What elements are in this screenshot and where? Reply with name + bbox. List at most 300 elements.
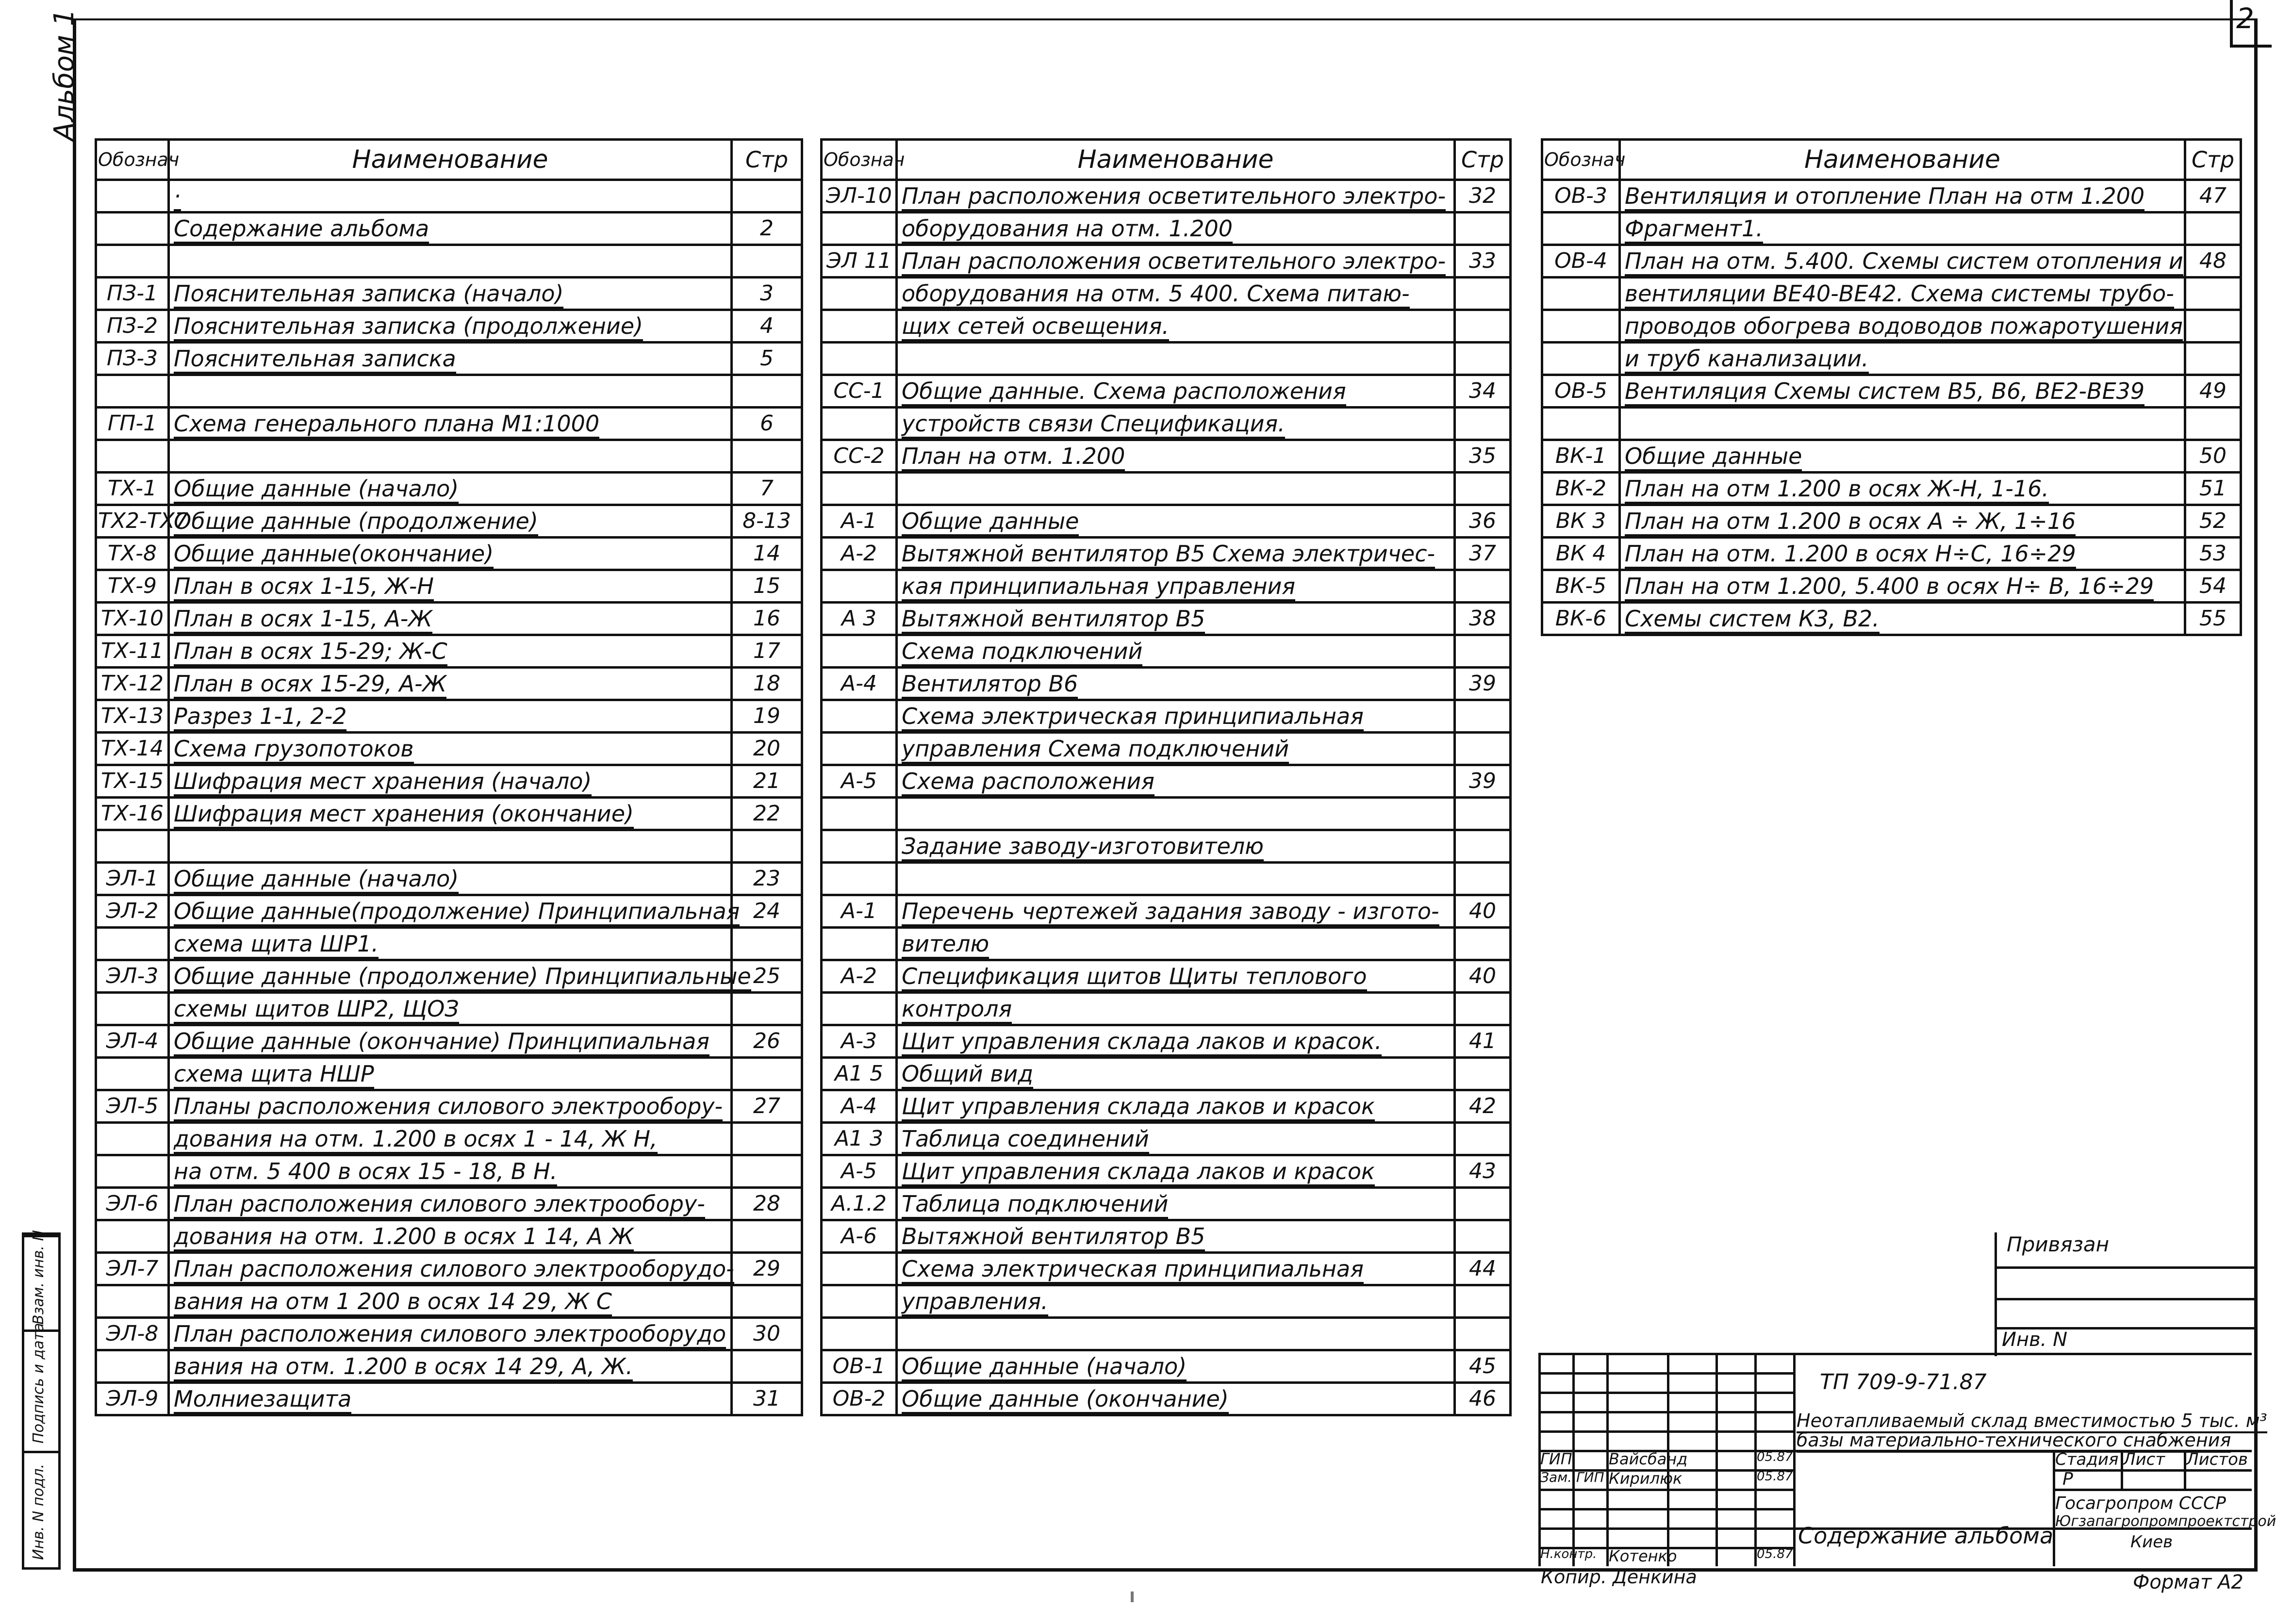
table-row [822, 1058, 1511, 1090]
row-name-text: Общие данные [1625, 443, 1802, 471]
row-code: ОВ-5 [1542, 375, 1620, 408]
table-row [822, 928, 1511, 960]
row-name-text: схема щита НШР [174, 1061, 374, 1089]
table-row [96, 798, 802, 830]
row-name-text: вентиляции ВЕ40-ВЕ42. Схема системы трубо- [1625, 280, 2174, 309]
row-page [732, 993, 802, 1025]
row-name-text: Перечень чертежей задания заводу - изгото- [902, 898, 1439, 926]
table-row [822, 1383, 1511, 1415]
row-page [1455, 278, 1511, 310]
row-page: 27 [732, 1090, 802, 1123]
row-name [897, 375, 1455, 408]
row-name [897, 310, 1455, 343]
row-code: А-2 [822, 960, 897, 993]
row-name-text: управления Схема подключений [902, 736, 1289, 764]
row-page [1455, 343, 1511, 375]
row-page [732, 1220, 802, 1253]
row-name [169, 798, 732, 830]
row-name-text: Общие данные (начало) [902, 1353, 1187, 1381]
row-page: 15 [732, 570, 802, 603]
row-name-text: Пояснительная записка (продолжение) [174, 313, 643, 341]
table-row [96, 1220, 802, 1253]
table-row [96, 213, 802, 245]
row-name-text: Щит управления склада лаков и красок. [902, 1028, 1382, 1056]
row-page [732, 928, 802, 960]
row-code: ТХ-16 [96, 798, 169, 830]
row-name-text: схемы щитов ШР2, ЩОЗ [174, 996, 459, 1024]
row-name [169, 1383, 732, 1415]
row-page: 54 [2185, 570, 2241, 603]
row-name [897, 408, 1455, 440]
row-name [897, 1123, 1455, 1155]
row-code: ТХ-13 [96, 700, 169, 733]
row-name-text: Щит управления склада лаков и красок [902, 1093, 1375, 1121]
table-row [822, 863, 1511, 895]
stage-label: Стадия [2055, 1450, 2119, 1469]
table-row [822, 440, 1511, 473]
row-name-text: вания на отм. 1.200 в осях 14 29, А, Ж. [174, 1353, 633, 1381]
album-label: Альбом 1 [49, 9, 80, 141]
copied-by: Копир. Денкина [1541, 1566, 1697, 1588]
row-code: ЭЛ 11 [822, 245, 897, 278]
table-row [822, 1220, 1511, 1253]
row-name-text: План расположения силового электрооборудо [174, 1321, 726, 1349]
row-name-text: Схемы систем К3, В2. [1625, 606, 1880, 634]
row-code [1542, 343, 1620, 375]
row-code [96, 1285, 169, 1318]
role-norm-control: Н.контр. [1540, 1547, 1597, 1561]
row-name [169, 245, 732, 278]
row-code: ВК-2 [1542, 473, 1620, 505]
row-page: 33 [1455, 245, 1511, 278]
table-row [1542, 603, 2241, 635]
row-page: 29 [732, 1253, 802, 1285]
table-row [96, 375, 802, 408]
row-page [1455, 993, 1511, 1025]
row-code: ВК-6 [1542, 603, 1620, 635]
table-row [822, 1188, 1511, 1220]
row-page [1455, 700, 1511, 733]
role-gip: ГИП [1540, 1450, 1572, 1468]
row-name-text: оборудования на отм. 1.200 [902, 215, 1233, 244]
row-page [1455, 1318, 1511, 1350]
row-name-text: Вытяжной вентилятор В5 [902, 1223, 1205, 1251]
row-page: 8-13 [732, 505, 802, 538]
row-page: 41 [1455, 1025, 1511, 1058]
table-row [822, 1025, 1511, 1058]
row-name [897, 635, 1455, 668]
row-name-text: План в осях 1-15, Ж-Н [174, 573, 434, 601]
row-name [169, 408, 732, 440]
row-name-text: Общие данные. Схема расположения [902, 378, 1346, 406]
row-name-text: Общий вид [902, 1061, 1033, 1089]
table-row [96, 408, 802, 440]
table-row [822, 538, 1511, 570]
table-row [822, 1155, 1511, 1188]
row-name-text: План на отм 1.200 в осях Ж-Н, 1-16. [1625, 476, 2049, 504]
row-name [897, 473, 1455, 505]
row-code [96, 213, 169, 245]
row-code [822, 830, 897, 863]
row-code: А 3 [822, 603, 897, 635]
row-name-text: Общие данные (окончание) [902, 1386, 1229, 1414]
row-name [169, 1318, 732, 1350]
row-code [1542, 213, 1620, 245]
row-name [897, 440, 1455, 473]
row-code [822, 1285, 897, 1318]
table-row [822, 700, 1511, 733]
row-name [897, 1188, 1455, 1220]
row-name [169, 733, 732, 765]
row-name-text: План на отм. 1.200 в осях Н÷С, 16÷29 [1625, 541, 2076, 569]
table-row [96, 343, 802, 375]
row-name-text: План в осях 1-15, А-Ж [174, 606, 432, 634]
table-row [822, 1350, 1511, 1383]
row-code: А1 3 [822, 1123, 897, 1155]
row-name [169, 928, 732, 960]
row-name [897, 863, 1455, 895]
row-name [897, 733, 1455, 765]
table-row [96, 570, 802, 603]
row-name-text: Разрез 1-1, 2-2 [174, 703, 346, 731]
table-row [96, 1253, 802, 1285]
row-page: 5 [732, 343, 802, 375]
row-page: 47 [2185, 180, 2241, 213]
header-page: Стр [732, 140, 802, 180]
row-page: 45 [1455, 1350, 1511, 1383]
date-gip: 05.87 [1757, 1450, 1793, 1464]
table-row [96, 1318, 802, 1350]
header-page: Стр [1455, 140, 1511, 180]
row-code: ТХ2-ТХ7 [96, 505, 169, 538]
sheet-format: Формат А2 [2133, 1571, 2243, 1593]
date-deputy-gip: 05.87 [1757, 1469, 1793, 1484]
table-row [96, 1155, 802, 1188]
row-page: 14 [732, 538, 802, 570]
signer-deputy-gip: Кирилюк [1609, 1469, 1682, 1488]
row-page [1455, 1058, 1511, 1090]
row-page: 26 [732, 1025, 802, 1058]
stage-value: Р [2062, 1469, 2073, 1489]
row-page: 2 [732, 213, 802, 245]
row-code [822, 993, 897, 1025]
table-row [822, 278, 1511, 310]
row-code [96, 1220, 169, 1253]
row-code: А-5 [822, 765, 897, 798]
row-name [897, 993, 1455, 1025]
row-name [1620, 538, 2185, 570]
row-code [822, 928, 897, 960]
signer-norm-control: Котенко [1609, 1547, 1677, 1565]
table-row [96, 538, 802, 570]
row-name-text: Общие данные (начало) [174, 476, 459, 504]
table-row [96, 1123, 802, 1155]
row-page: 49 [2185, 375, 2241, 408]
row-code [822, 310, 897, 343]
row-page: 39 [1455, 765, 1511, 798]
row-name [169, 473, 732, 505]
row-name [897, 570, 1455, 603]
table-row [1542, 343, 2241, 375]
row-code [96, 928, 169, 960]
row-code: ТХ-1 [96, 473, 169, 505]
row-code [96, 440, 169, 473]
row-name [169, 1090, 732, 1123]
row-code: ТХ-10 [96, 603, 169, 635]
row-name [169, 505, 732, 538]
row-name-text: схема щита ШР1. [174, 931, 379, 959]
row-name-text: Общие данные (начало) [174, 866, 459, 894]
date-norm-control: 05.87 [1757, 1547, 1793, 1561]
row-name-text: Общие данные (окончание) Принципиальная [174, 1028, 709, 1056]
row-name-text: Вытяжной вентилятор В5 [902, 606, 1205, 634]
strip-label-inv-original: Инв. N подл. [30, 1463, 47, 1560]
table-row [1542, 440, 2241, 473]
row-name [897, 928, 1455, 960]
row-name-text: План расположения осветительного электро- [902, 248, 1446, 276]
table-row [96, 1025, 802, 1058]
row-name-text: Общие данные(окончание) [174, 541, 494, 569]
row-name [1620, 603, 2185, 635]
row-code [96, 1123, 169, 1155]
row-code: ОВ-1 [822, 1350, 897, 1383]
row-name [169, 895, 740, 928]
row-name-text: План на отм 1.200 в осях А ÷ Ж, 1÷16 [1625, 508, 2076, 536]
row-page: 17 [732, 635, 802, 668]
row-code: ЭЛ-9 [96, 1383, 169, 1415]
row-name-text: Молниезащита [174, 1386, 351, 1414]
row-name [1620, 245, 2185, 278]
row-name-text: Схема подключений [902, 638, 1142, 666]
row-code: ВК 3 [1542, 505, 1620, 538]
row-name-text: Спецификация щитов Щиты теплового [902, 963, 1367, 991]
row-name [169, 830, 732, 863]
row-code [1542, 310, 1620, 343]
row-page: 48 [2185, 245, 2241, 278]
row-name [169, 700, 732, 733]
row-page: 21 [732, 765, 802, 798]
table-row [822, 993, 1511, 1025]
row-name [897, 603, 1455, 635]
table-row [822, 375, 1511, 408]
row-code [96, 180, 169, 213]
row-code [1542, 278, 1620, 310]
row-page: 46 [1455, 1383, 1511, 1415]
table-row [822, 570, 1511, 603]
row-page: 22 [732, 798, 802, 830]
row-code: ВК-5 [1542, 570, 1620, 603]
row-name-text: Шифрация мест хранения (начало) [174, 768, 592, 796]
row-code: ВК 4 [1542, 538, 1620, 570]
row-code [1542, 408, 1620, 440]
row-page [1455, 1188, 1511, 1220]
row-code: А.1.2 [822, 1188, 897, 1220]
row-code [822, 408, 897, 440]
row-name [897, 1025, 1455, 1058]
row-name [897, 1285, 1455, 1318]
table-row [96, 310, 802, 343]
row-page: 35 [1455, 440, 1511, 473]
table-row [96, 505, 802, 538]
table-row [1542, 213, 2241, 245]
row-code [822, 278, 897, 310]
row-name-text: Шифрация мест хранения (окончание) [174, 801, 634, 829]
row-page: 20 [732, 733, 802, 765]
row-page: 42 [1455, 1090, 1511, 1123]
table-row [1542, 538, 2241, 570]
row-name [1620, 310, 2185, 343]
row-name [169, 180, 732, 213]
row-name [897, 895, 1455, 928]
row-code: ЭЛ-3 [96, 960, 169, 993]
row-page: 16 [732, 603, 802, 635]
row-code: ОВ-3 [1542, 180, 1620, 213]
row-page [1455, 310, 1511, 343]
row-name [897, 1090, 1455, 1123]
row-page [732, 1350, 802, 1383]
row-name [169, 765, 732, 798]
table-row [822, 1253, 1511, 1285]
row-name [897, 1383, 1455, 1415]
row-page [1455, 1123, 1511, 1155]
table-row [1542, 245, 2241, 278]
row-code: А-2 [822, 538, 897, 570]
table-row [96, 960, 802, 993]
row-page: 40 [1455, 960, 1511, 993]
table-row [822, 180, 1511, 213]
table-row [822, 635, 1511, 668]
table-row [822, 603, 1511, 635]
row-name-text: Вентиляция и отопление План на отм 1.200 [1625, 183, 2144, 211]
row-name [897, 1155, 1455, 1188]
strip-label-replaced-inv: Взам. инв. N [30, 1230, 47, 1325]
row-name [169, 1253, 732, 1285]
contents-table-3 [1541, 138, 2242, 636]
row-name-text: План в осях 15-29, А-Ж [174, 671, 446, 699]
row-name [1620, 180, 2185, 213]
row-name [897, 213, 1455, 245]
row-name-text: Пояснительная записка (начало) [174, 280, 563, 309]
table-row [96, 635, 802, 668]
table-row [822, 1285, 1511, 1318]
row-code: ЭЛ-7 [96, 1253, 169, 1285]
table-row [96, 1090, 802, 1123]
row-code: А-1 [822, 505, 897, 538]
row-code: ТХ-8 [96, 538, 169, 570]
row-name [169, 1285, 732, 1318]
table-row [822, 733, 1511, 765]
table-row [96, 765, 802, 798]
row-page [732, 180, 802, 213]
row-code: А-5 [822, 1155, 897, 1188]
table-row [822, 765, 1511, 798]
row-page: 37 [1455, 538, 1511, 570]
row-name [897, 180, 1455, 213]
table-row [96, 245, 802, 278]
row-name [169, 960, 751, 993]
contents-table-1 [95, 138, 803, 1416]
contents-table-2 [820, 138, 1512, 1416]
privyazan-block [1995, 1232, 2254, 1356]
row-name-text: Общие данные (продолжение) Принципиальные [174, 963, 751, 991]
row-name [1620, 440, 2185, 473]
row-code: ЭЛ-2 [96, 895, 169, 928]
row-name [897, 1220, 1455, 1253]
row-name-text: Схема электрическая принципиальная [902, 703, 1364, 731]
row-code: ПЗ-1 [96, 278, 169, 310]
row-page: 6 [732, 408, 802, 440]
row-name-text: вания на отм 1 200 в осях 14 29, Ж С [174, 1288, 612, 1316]
row-code: А-1 [822, 895, 897, 928]
row-page: 51 [2185, 473, 2241, 505]
row-name-text: Пояснительная записка [174, 345, 456, 374]
org-name-2: Югзапагропромпроектстрой [2055, 1513, 2276, 1530]
row-code: ПЗ-3 [96, 343, 169, 375]
row-page [732, 245, 802, 278]
row-page [2185, 278, 2241, 310]
table-row [96, 473, 802, 505]
page-number: 2 [2236, 2, 2254, 35]
row-code: СС-2 [822, 440, 897, 473]
table-row [96, 895, 802, 928]
table-row [822, 798, 1511, 830]
row-page: 32 [1455, 180, 1511, 213]
row-code [96, 375, 169, 408]
header-code: Обознач [96, 140, 169, 180]
row-code: ПЗ-2 [96, 310, 169, 343]
row-page [2185, 343, 2241, 375]
row-code [96, 245, 169, 278]
row-name [169, 1220, 732, 1253]
header-name: Наименование [897, 140, 1455, 180]
row-name-text: Схема генерального плана М1:1000 [174, 410, 599, 439]
row-page: 53 [2185, 538, 2241, 570]
row-name [1620, 505, 2185, 538]
header-code: Обознач [1542, 140, 1620, 180]
row-name-text: Общие данные (продолжение) [174, 508, 538, 536]
row-code [96, 830, 169, 863]
table-row [96, 603, 802, 635]
row-page: 40 [1455, 895, 1511, 928]
row-code: ТХ-11 [96, 635, 169, 668]
row-name-text: План расположения силового электрооборудо- [174, 1256, 734, 1284]
role-deputy-gip: Зам. ГИП [1540, 1469, 1604, 1485]
row-name [897, 343, 1455, 375]
row-page [732, 1123, 802, 1155]
row-name [897, 505, 1455, 538]
row-code [822, 798, 897, 830]
table-row [96, 733, 802, 765]
table-row [822, 505, 1511, 538]
row-name [897, 538, 1455, 570]
row-name [169, 213, 732, 245]
left-signature-strip [22, 1232, 61, 1570]
object-name: Неотапливаемый склад вместимостью 5 тыс. м³ [1797, 1410, 2267, 1433]
row-name [169, 375, 732, 408]
row-page: 3 [732, 278, 802, 310]
header-name: Наименование [1620, 140, 2185, 180]
row-page [1455, 1220, 1511, 1253]
row-code: ТХ-15 [96, 765, 169, 798]
row-code: ТХ-14 [96, 733, 169, 765]
row-name-text: Щит управления склада лаков и красок [902, 1158, 1375, 1186]
row-page [1455, 733, 1511, 765]
row-page [2185, 408, 2241, 440]
table-row [822, 213, 1511, 245]
row-code [822, 343, 897, 375]
row-page [1455, 570, 1511, 603]
row-name [169, 668, 732, 700]
